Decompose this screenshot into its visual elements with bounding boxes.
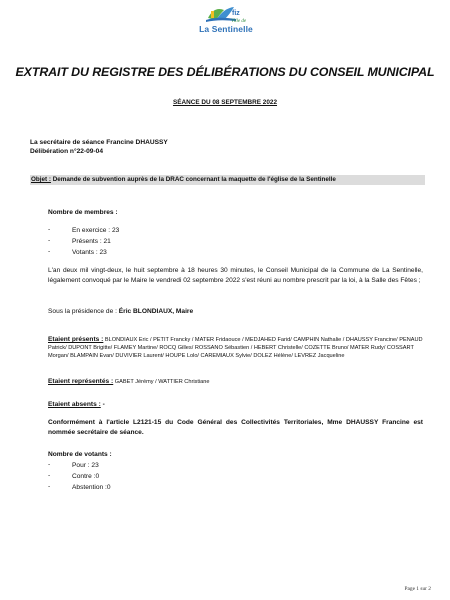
dash-bullet: - [48,483,51,490]
seance-date: SÉANCE DU 08 SEPTEMBRE 2022 [172,99,278,106]
article-paragraph: Conformément à l'article L2121-15 du Code Général des Collectivités Territoriales, Mme DHAUSSY Francine est nommée secrétaire de séance. [48,419,423,436]
page-number: Page 1 sur 2 [404,586,431,592]
membres-votants: Votants : 23 [72,249,107,256]
absents-line [48,400,105,409]
svg-text:fiz: fiz [232,10,240,17]
votants-pour: Pour : 23 [72,462,99,469]
representes-label: Etaient représentés : [48,378,114,385]
logo-small-text: Ville de [231,19,247,24]
presents-label: Etaient présents : [48,336,104,343]
dash-bullet: - [48,226,51,233]
presents-names: BLONDIAUX Eric / PETIT Francky / MATER Fridaouce / MEDJAHED Farid/ CAMPHIN Nathalie / DHAUSSY Francine/ PENAUD Patrick/ DUPONT Brigitte/ FLAMEY Martine/ ROCQ Gilles/ ROSSANO Sébastien / HEBERT Christelle/ COZETTE Bruno/ MATER Rudy/ COSSART Morgan/ BLAMPAIN Evan/ DUVIVIER Laurent/ HOUPE Lolo/ CAREMIAUX Sylvie/ DOLEZ Hélène/ LEVREZ Jacqueline [48,337,423,360]
town-logo [194,2,258,36]
membres-en-exercice: En exercice : 23 [72,227,120,234]
deliberation-number: Délibération n°22-09-04 [30,148,103,155]
objet-label: Objet : [31,176,51,183]
votants-abstention: Abstention :0 [72,484,111,491]
presents-block [48,336,423,361]
presidence-name: Éric BLONDIAUX, Maire [118,308,194,315]
presidence-line [48,307,193,316]
objet-text: Demande de subvention auprès de la DRAC concernant la maquette de l'église de la Sentinelle [50,176,336,183]
intro-paragraph: L'an deux mil vingt-deux, le huit septembre à 18 heures 30 minutes, le Conseil Municipal de la Commune de La Sentinelle, légalement convoqué par le Maire le vendredi 02 septembre 2022 s'est réuni au nombre prescrit par la loi, à la Salle des Fêtes ; [48,267,423,284]
presidence-prefix: Sous la présidence de : [48,308,119,315]
representes-names: GABET Jérémy / WATTIER Christiane [113,379,210,385]
logo-town-name: La Sentinelle [199,24,253,34]
membres-title: Nombre de membres : [48,209,118,216]
votants-contre: Contre :0 [72,473,100,480]
representes-block [48,378,423,386]
secretaire-line: La secrétaire de séance Francine DHAUSSY [30,139,168,146]
dash-bullet: - [48,237,51,244]
votants-title: Nombre de votants : [48,451,112,458]
dash-bullet: - [48,472,51,479]
objet-line [31,175,336,184]
membres-presents: Présents : 21 [72,238,111,245]
dash-bullet: - [48,461,51,468]
document-title: EXTRAIT DU REGISTRE DES DÉLIBÉRATIONS DU CONSEIL MUNICIPAL [15,65,435,79]
logo-graphic-icon [194,2,258,24]
dash-bullet: - [48,248,51,255]
absents-label: Etaient absents : [48,401,101,408]
absents-names: - [100,401,105,408]
